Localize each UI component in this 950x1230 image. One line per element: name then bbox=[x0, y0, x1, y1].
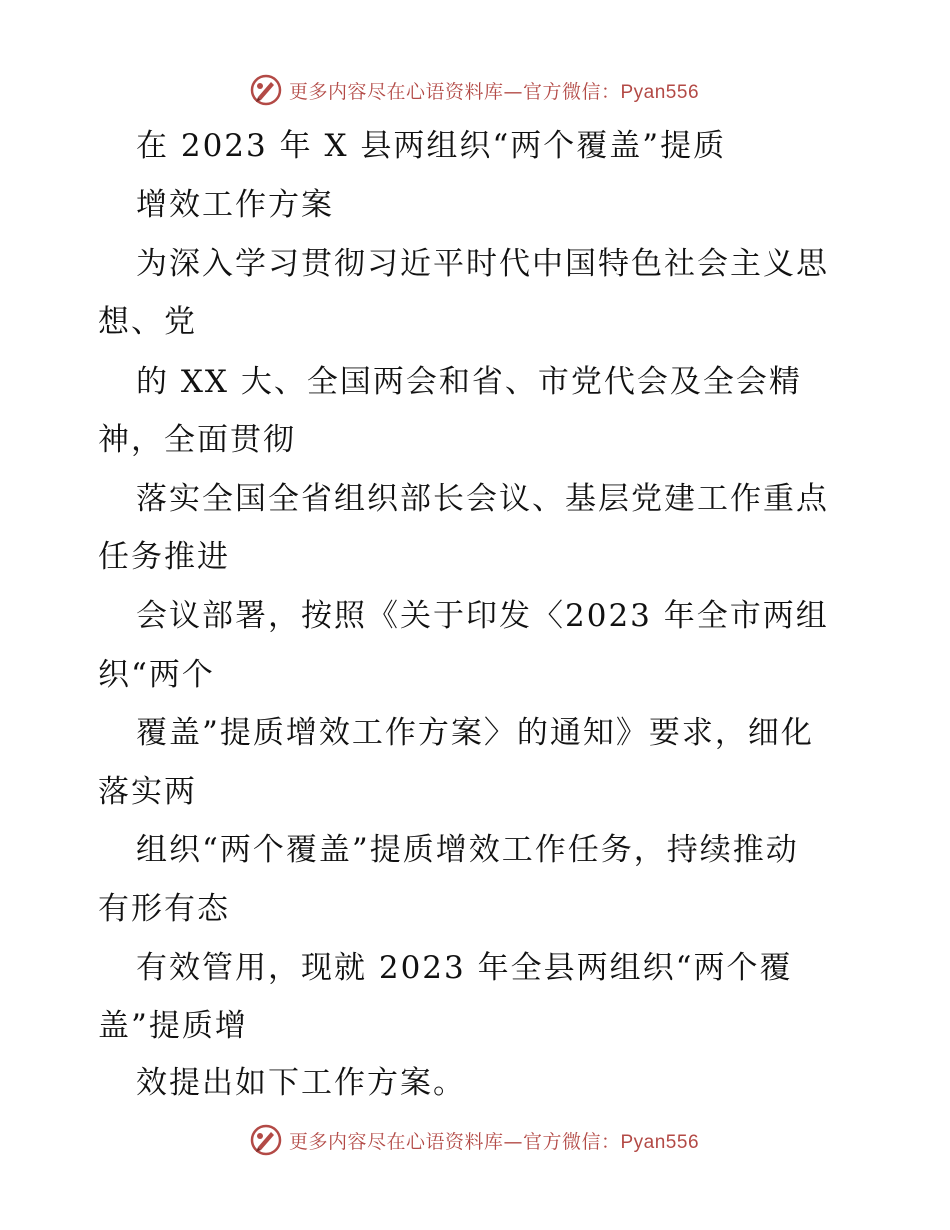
paragraph-line: 效提出如下工作方案。 bbox=[136, 1065, 466, 1101]
paragraph-line: 的 XX 大、全国两会和省、市党代会及全会精 bbox=[136, 364, 802, 400]
paragraph-line: 会议部署，按照《关于印发〈2023 年全市两组 bbox=[136, 598, 829, 634]
footer-banner bbox=[0, 1120, 950, 1160]
paragraph-line: 盖”提质增 bbox=[98, 1008, 248, 1044]
paragraph-line: 神，全面贯彻 bbox=[98, 422, 296, 458]
paragraph-line: 组织“两个覆盖”提质增效工作任务，持续推动 bbox=[136, 832, 799, 868]
paragraph-line: 任务推进 bbox=[98, 539, 230, 575]
paragraph-line: 覆盖”提质增效工作方案〉的通知》要求，细化 bbox=[136, 715, 814, 751]
doc-title-line-1: 在 2023 年 X 县两组织“两个覆盖”提质 bbox=[136, 128, 727, 164]
paragraph-line: 落实全国全省组织部长会议、基层党建工作重点 bbox=[136, 481, 829, 517]
footer-banner-content bbox=[249, 1123, 699, 1157]
doc-title-line-2: 增效工作方案 bbox=[136, 187, 334, 223]
paragraph-line: 为深入学习贯彻习近平时代中国特色社会主义思 bbox=[136, 246, 829, 282]
paragraph-line: 想、党 bbox=[98, 304, 197, 340]
paragraph-line: 织“两个 bbox=[98, 657, 215, 693]
paragraph-line: 落实两 bbox=[98, 774, 197, 810]
header-banner-text: 更多内容尽在心语资料库—官方微信：Pyan556 bbox=[288, 80, 700, 103]
paragraph-line: 有形有态 bbox=[98, 891, 230, 927]
pen-logo-icon bbox=[249, 1123, 283, 1157]
footer-banner-text: 更多内容尽在心语资料库—官方微信：Pyan556 bbox=[288, 1130, 700, 1153]
paragraph-line: 有效管用，现就 2023 年全县两组织“两个覆 bbox=[136, 950, 793, 986]
